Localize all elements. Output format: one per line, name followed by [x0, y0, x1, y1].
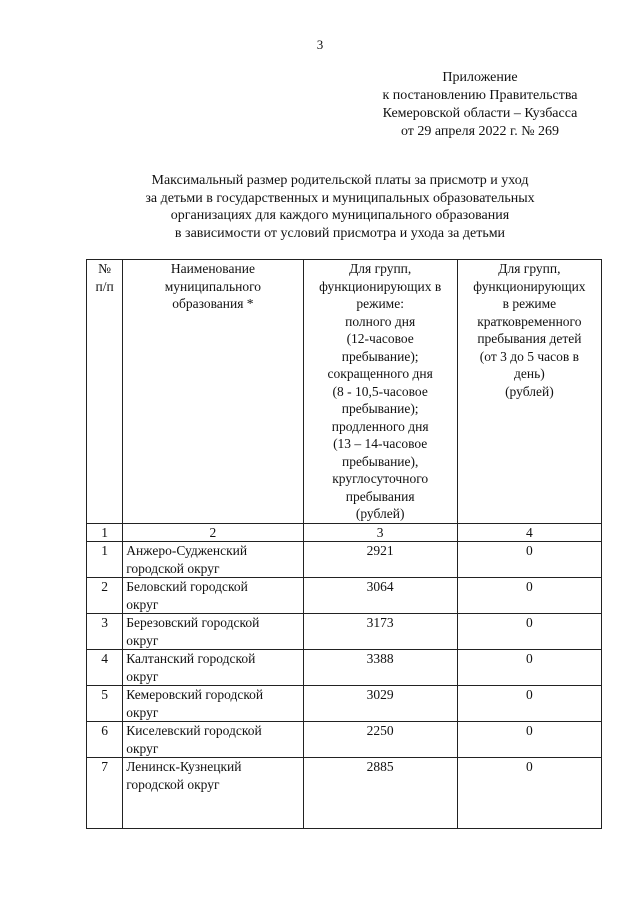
- header-text-line: образования *: [172, 296, 254, 311]
- fee-table: [86, 259, 602, 829]
- column-number-cell: 2: [123, 523, 303, 542]
- header-text-line: кратковременного: [477, 313, 582, 329]
- table-row: [87, 614, 602, 650]
- municipality-name-line: Киселевский городской: [126, 723, 262, 738]
- title-line: за детьми в государственных и муниципальных образовательных: [145, 190, 535, 206]
- fee-table-body: [87, 260, 602, 829]
- header-text-line: сокращенного дня: [327, 366, 433, 381]
- header-text-line: пребывание);: [341, 401, 419, 416]
- municipality-name-line: округ: [126, 704, 159, 720]
- row-number-cell: 3: [87, 614, 123, 650]
- header-text-line: муниципального: [164, 278, 262, 294]
- row-number-cell: 6: [87, 722, 123, 758]
- municipality-name-line: округ: [126, 596, 159, 612]
- header-text-line: режиме:: [356, 296, 404, 311]
- full-day-fee-cell: 2250: [303, 722, 457, 758]
- row-number-cell: 5: [87, 686, 123, 722]
- header-text-line: (рублей): [505, 383, 554, 399]
- table-row: [87, 758, 602, 829]
- header-text-line: (8 - 10,5-часовое: [332, 383, 428, 399]
- header-text-line: Наименование: [170, 261, 255, 276]
- header-cell-number: [87, 260, 123, 524]
- header-text-line: №: [98, 261, 112, 276]
- header-text-line: функционирующих в: [319, 278, 442, 294]
- table-row: [87, 650, 602, 686]
- appendix-line: от 29 апреля 2022 г. № 269: [400, 124, 560, 139]
- header-text-line: пребывание),: [341, 453, 419, 469]
- header-text-line: п/п: [95, 278, 114, 294]
- header-text-line: пребывание);: [341, 348, 419, 364]
- table-row: [87, 686, 602, 722]
- header-text-line: (13 – 14-часовое: [333, 436, 428, 451]
- row-number-cell: 7: [87, 758, 123, 829]
- appendix-line: к постановлению Правительства: [382, 88, 578, 103]
- municipality-name-line: округ: [126, 740, 159, 756]
- municipality-name-cell: [123, 758, 303, 829]
- column-number-cell: 3: [303, 523, 457, 542]
- column-number-cell: 4: [457, 523, 601, 542]
- municipality-name-line: Березовский городской: [126, 615, 260, 630]
- municipality-name-cell: [123, 542, 303, 578]
- municipality-name-line: Калтанский городской: [126, 651, 256, 666]
- short-stay-fee-cell: 0: [457, 614, 601, 650]
- municipality-name-cell: [123, 686, 303, 722]
- header-cell-full-day-fee: [303, 260, 457, 524]
- header-text-line: продленного дня: [331, 418, 429, 434]
- column-number-row: [87, 523, 602, 542]
- table-row: [87, 542, 602, 578]
- row-number-cell: 1: [87, 542, 123, 578]
- short-stay-fee-cell: 0: [457, 650, 601, 686]
- title-line: в зависимости от условий присмотра и ухода за детьми: [174, 225, 506, 241]
- municipality-name-line: Анжеро-Судженский: [126, 543, 248, 558]
- full-day-fee-cell: 3388: [303, 650, 457, 686]
- header-text-line: полного дня: [345, 313, 416, 329]
- short-stay-fee-cell: 0: [457, 722, 601, 758]
- table-row: [87, 722, 602, 758]
- short-stay-fee-cell: 0: [457, 758, 601, 829]
- header-text-line: функционирующих: [473, 278, 586, 294]
- header-cell-municipality: [123, 260, 303, 524]
- column-number-cell: 1: [87, 523, 123, 542]
- header-text-line: пребывания: [345, 488, 415, 504]
- municipality-name-line: городской округ: [126, 776, 220, 792]
- full-day-fee-cell: 2921: [303, 542, 457, 578]
- short-stay-fee-cell: 0: [457, 542, 601, 578]
- header-text-line: (от 3 до 5 часов в: [479, 348, 579, 364]
- full-day-fee-cell: 3029: [303, 686, 457, 722]
- municipality-name-line: Ленинск-Кузнецкий: [126, 759, 242, 774]
- municipality-name-cell: [123, 614, 303, 650]
- municipality-name-cell: [123, 650, 303, 686]
- table-row: [87, 578, 602, 614]
- full-day-fee-cell: 3064: [303, 578, 457, 614]
- header-text-line: (12-часовое: [346, 331, 414, 346]
- municipality-name-line: Беловский городской: [126, 579, 248, 594]
- header-text-line: день): [514, 366, 545, 381]
- header-text-line: Для групп,: [498, 261, 561, 276]
- appendix-block: [330, 69, 630, 141]
- header-cell-short-stay-fee: [457, 260, 601, 524]
- row-number-cell: 2: [87, 578, 123, 614]
- appendix-line: Кемеровской области – Кузбасса: [382, 106, 578, 121]
- row-number-cell: 4: [87, 650, 123, 686]
- full-day-fee-cell: 3173: [303, 614, 457, 650]
- header-text-line: пребывания детей: [477, 331, 582, 346]
- municipality-name-cell: [123, 722, 303, 758]
- header-text-line: в режиме: [502, 296, 557, 311]
- document-title: [90, 172, 590, 242]
- municipality-name-line: Кемеровский городской: [126, 687, 264, 702]
- header-text-line: круглосуточного: [332, 471, 429, 486]
- short-stay-fee-cell: 0: [457, 578, 601, 614]
- page-number: 3: [316, 37, 324, 52]
- table-header-row: [87, 260, 602, 524]
- municipality-name-line: городской округ: [126, 560, 220, 576]
- title-line: организациях для каждого муниципального образования: [170, 208, 510, 223]
- header-text-line: (рублей): [355, 506, 405, 521]
- header-text-line: Для групп,: [349, 261, 412, 276]
- full-day-fee-cell: 2885: [303, 758, 457, 829]
- municipality-name-line: округ: [126, 632, 159, 648]
- short-stay-fee-cell: 0: [457, 686, 601, 722]
- appendix-line: Приложение: [442, 70, 518, 85]
- municipality-name-line: округ: [126, 668, 159, 684]
- municipality-name-cell: [123, 578, 303, 614]
- title-line: Максимальный размер родительской платы за присмотр и уход: [151, 173, 529, 188]
